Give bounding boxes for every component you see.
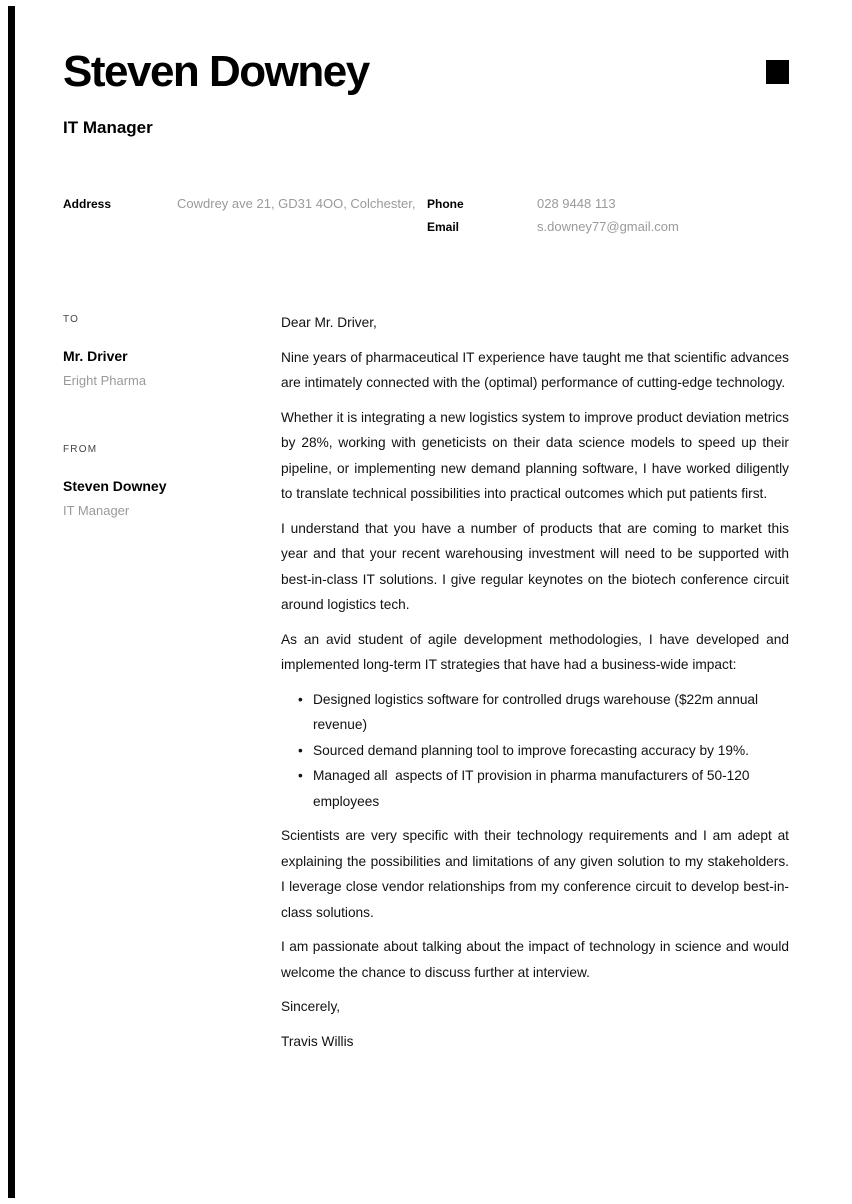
bullet-icon: • (298, 691, 303, 707)
contact-info (63, 196, 789, 234)
to-label: TO (63, 314, 80, 325)
sender-name: Steven Downey (63, 478, 167, 494)
achievements-list (281, 687, 789, 815)
letter-paragraph-5: Scientists are very specific with their technology requirements and I am adept at explaining the possibilities and limitations of any given solution to my stakeholders. I leverage close vendor relationships from my conference circuit to develop best-in-class solutions. (281, 828, 789, 920)
phone-value: 028 9448 113 (537, 196, 616, 211)
address-label: Address (63, 197, 112, 211)
achievement-text: Designed logistics software for controlled drugs warehouse ($22m annual revenue) (313, 691, 762, 732)
letter-paragraph-6: I am passionate about talking about the impact of technology in science and would welcome the chance to discuss further at interview. (281, 939, 789, 980)
brand-square-icon (766, 60, 789, 84)
achievement-text: Sourced demand planning tool to improve forecasting accuracy by 19%. (313, 742, 749, 758)
left-accent-bar (8, 6, 15, 1198)
achievement-text: Managed all aspects of IT provision in pharma manufacturers of 50-120 employees (313, 768, 754, 809)
signature: Travis Willis (281, 1033, 354, 1049)
candidate-job-title: IT Manager (63, 118, 153, 137)
recipient-name: Mr. Driver (63, 348, 128, 364)
email-label: Email (427, 220, 460, 234)
email-value: s.downey77@gmail.com (537, 219, 679, 234)
address-value: Cowdrey ave 21, GD31 4OO, Colchester, (177, 196, 416, 211)
candidate-name: Steven Downey (63, 47, 369, 96)
achievement-item-1 (281, 687, 789, 738)
from-label: FROM (63, 444, 98, 455)
achievement-item-2 (281, 738, 789, 764)
letter-section (63, 310, 789, 1063)
achievement-item-3 (281, 763, 789, 814)
bullet-icon: • (298, 742, 303, 758)
salutation: Dear Mr. Driver, (281, 315, 377, 330)
letter-paragraph-4: As an avid student of agile development methodologies, I have developed and implemented long-term IT strategies that have had a business-wide impact: (281, 631, 789, 672)
letter-paragraph-2: Whether it is integrating a new logistics system to improve product deviation metrics by 28%, working with geneticists on their data science models to speed up their pipeline, or implementing new demand planning software, I have worked diligently to translate technical possibilities into practical outcomes which put patients first. (281, 409, 789, 501)
letter-body (281, 310, 789, 1063)
bullet-icon: • (298, 768, 303, 783)
recipient-company: Eright Pharma (63, 373, 147, 388)
letter-paragraph-3: I understand that you have a number of products that are coming to market this year and that your recent warehousing investment will need to be supported with best-in-class IT solutions. I give regular keynotes on the biotech conference circuit around logistics tech. (281, 520, 789, 612)
phone-label: Phone (427, 197, 464, 211)
closing: Sincerely, (281, 999, 341, 1014)
letter-paragraph-1: Nine years of pharmaceutical IT experience have taught me that scientific advances are intimately connected with the (optimal) performance of cutting-edge technology. (281, 349, 789, 390)
sender-title: IT Manager (63, 503, 130, 518)
letter-meta-sidebar (63, 310, 281, 518)
